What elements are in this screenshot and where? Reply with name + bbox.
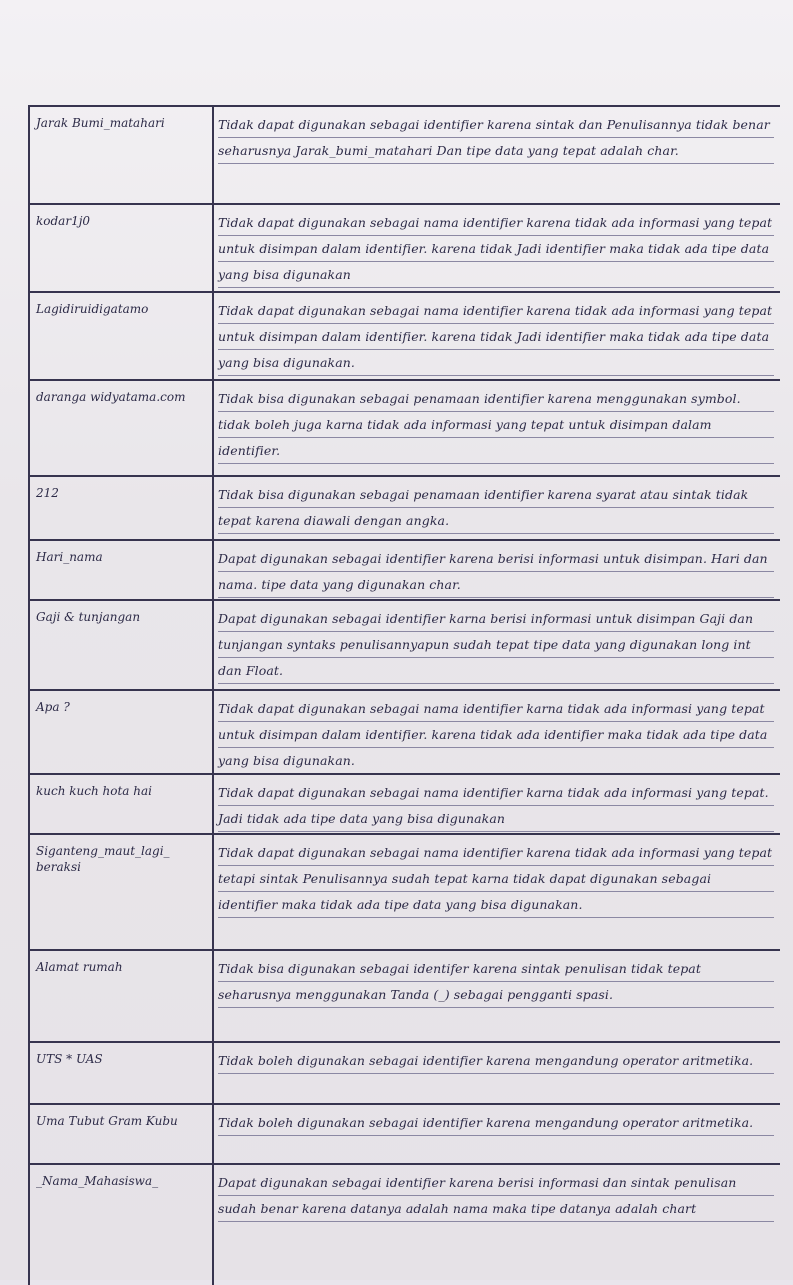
- table-row: [30, 379, 780, 475]
- identifier-explanation: Tidak bisa digunakan sebagai identifer karena sintak penulisan tidak tepat seharusnya menggunakan Tanda (_) sebagai pengganti spasi.: [218, 956, 774, 1008]
- identifier-explanation: Dapat digunakan sebagai identifier karna berisi informasi untuk disimpan Gaji dan tunjangan syntaks penulisannyapun sudah tepat tipe data yang digunakan long int dan Float.: [218, 606, 774, 684]
- identifier-explanation: Tidak dapat digunakan sebagai nama identifier karena tidak ada informasi yang tepat untuk disimpan dalam identifier. karena tidak Jadi identifier maka tidak ada tipe data yang bisa digunakan.: [218, 298, 774, 376]
- table-row: [30, 203, 780, 291]
- table-row: [30, 475, 780, 539]
- identifier-term: _Nama_Mahasiswa_: [36, 1174, 159, 1188]
- identifier-term: Uma Tubut Gram Kubu: [36, 1114, 178, 1128]
- table-row: [30, 105, 780, 203]
- table-row: [30, 1041, 780, 1103]
- identifier-explanation: Tidak bisa digunakan sebagai penamaan identifier karena menggunakan symbol. tidak boleh juga karna tidak ada informasi yang tepat untuk disimpan dalam identifier.: [218, 386, 774, 464]
- identifier-explanation: Tidak boleh digunakan sebagai identifier karena mengandung operator aritmetika.: [218, 1048, 774, 1074]
- table-row: [30, 949, 780, 1041]
- identifier-term: Apa ?: [36, 700, 70, 714]
- table-row: [30, 291, 780, 379]
- table-row: [30, 773, 780, 833]
- identifier-term: kodar1j0: [36, 214, 91, 228]
- identifier-term: Jarak Bumi_matahari: [36, 116, 165, 130]
- table-row: [30, 1103, 780, 1163]
- identifier-term: Siganteng_maut_lagi_ beraksi: [36, 844, 170, 874]
- identifier-explanation: Tidak dapat digunakan sebagai nama identifier karna tidak ada informasi yang tepat. Jadi tidak ada tipe data yang bisa digunakan: [218, 780, 774, 832]
- identifier-term: 212: [36, 486, 59, 500]
- identifier-explanation: Tidak dapat digunakan sebagai nama identifier karna tidak ada informasi yang tepat untuk disimpan dalam identifier. karena tidak ada identifier maka tidak ada tipe data yang bisa digunakan.: [218, 696, 774, 774]
- identifier-term: daranga widyatama.com: [36, 390, 186, 404]
- identifier-explanation: Tidak dapat digunakan sebagai nama identifier karena tidak ada informasi yang tepat untuk disimpan dalam identifier. karena tidak Jadi identifier maka tidak ada tipe data yang bisa digunakan: [218, 210, 774, 288]
- table-row: [30, 689, 780, 773]
- table-row: [30, 1163, 780, 1285]
- identifier-explanation: Dapat digunakan sebagai identifier karena berisi informasi dan sintak penulisan sudah benar karena datanya adalah nama maka tipe datanya adalah chart: [218, 1170, 774, 1222]
- identifier-explanation: Tidak dapat digunakan sebagai identifier karena sintak dan Penulisannya tidak benar seharusnya Jarak_bumi_matahari Dan tipe data yang tepat adalah char.: [218, 112, 774, 164]
- identifier-table: [28, 105, 780, 1285]
- identifier-explanation: Tidak boleh digunakan sebagai identifier karena mengandung operator aritmetika.: [218, 1110, 774, 1136]
- table-row: [30, 539, 780, 599]
- identifier-explanation: Tidak dapat digunakan sebagai nama identifier karena tidak ada informasi yang tepat tetapi sintak Penulisannya sudah tepat karna tidak dapat digunakan sebagai identifier maka tidak ada tipe data yang bisa digunakan.: [218, 840, 774, 918]
- table-row: [30, 599, 780, 689]
- identifier-term: Hari_nama: [36, 550, 103, 564]
- identifier-term: Alamat rumah: [36, 960, 123, 974]
- identifier-term: kuch kuch hota hai: [36, 784, 152, 798]
- table-row: [30, 833, 780, 949]
- identifier-term: UTS * UAS: [36, 1052, 103, 1066]
- identifier-term: Gaji & tunjangan: [36, 610, 141, 624]
- identifier-term: Lagidiruidigatamo: [36, 302, 149, 316]
- identifier-explanation: Dapat digunakan sebagai identifier karena berisi informasi untuk disimpan. Hari dan nama. tipe data yang digunakan char.: [218, 546, 774, 598]
- identifier-explanation: Tidak bisa digunakan sebagai penamaan identifier karena syarat atau sintak tidak tepat karena diawali dengan angka.: [218, 482, 774, 534]
